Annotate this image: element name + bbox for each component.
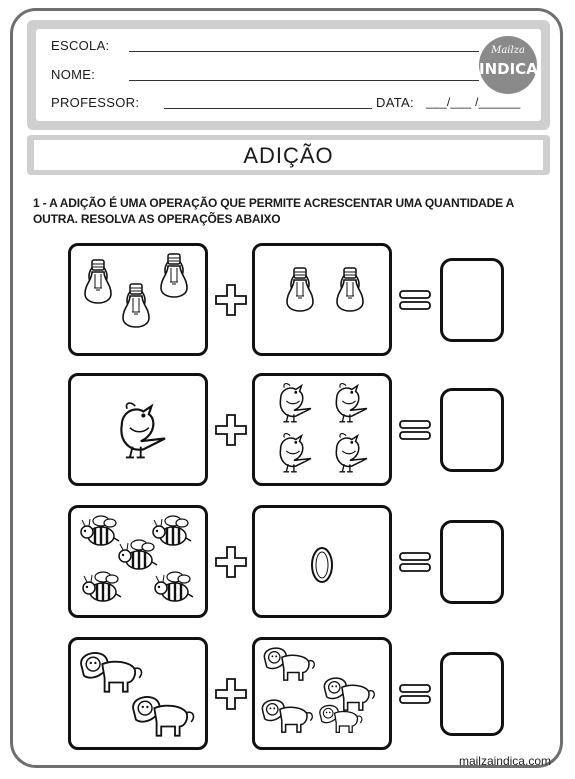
header-form xyxy=(36,29,541,121)
lamp-bulb-icon xyxy=(85,260,111,303)
lion-icon xyxy=(133,697,193,736)
lamp-bulb-icon xyxy=(337,268,363,311)
lamp-bulb-icon xyxy=(123,284,149,327)
lion-group-left xyxy=(71,640,205,747)
footer-website: mailzaindica.com xyxy=(458,754,551,768)
lamp-bulb-icon xyxy=(161,254,187,297)
professor-field[interactable] xyxy=(164,108,372,109)
escola-field[interactable] xyxy=(129,51,479,52)
page-title: ADIÇÃO xyxy=(243,143,334,168)
right-box-3 xyxy=(252,505,392,618)
equals-sign-1 xyxy=(398,283,432,317)
answer-box-4[interactable] xyxy=(440,652,504,736)
bee-icon xyxy=(155,572,193,601)
bird-icon xyxy=(280,434,311,472)
data-field[interactable]: ___/___ /______ xyxy=(426,95,521,109)
bird-group-right xyxy=(255,376,389,483)
bird-icon xyxy=(280,384,311,422)
plus-sign-4 xyxy=(214,677,248,711)
equals-sign-4 xyxy=(398,677,432,711)
bee-icon xyxy=(83,572,121,601)
bird-icon xyxy=(336,434,367,472)
zero-symbol xyxy=(255,508,389,615)
equals-sign-2 xyxy=(398,413,432,447)
professor-label: PROFESSOR: xyxy=(51,95,140,110)
instruction-text: 1 - A ADIÇÃO É UMA OPERAÇÃO QUE PERMITE ACRESCENTAR UMA QUANTIDADE A OUTRA. RESOLVA AS OPERAÇÕES ABAIXO xyxy=(33,196,514,226)
equals-sign-3 xyxy=(398,545,432,579)
answer-box-3[interactable] xyxy=(440,520,504,604)
bee-icon xyxy=(81,516,119,545)
nome-field[interactable] xyxy=(129,80,479,81)
lion-icon xyxy=(320,705,362,732)
lamp-bulb-group-left xyxy=(71,246,205,353)
bird-group-left xyxy=(71,376,205,483)
logo-text-bottom: INDICA xyxy=(479,60,538,78)
lamp-bulb-group-right xyxy=(255,246,389,353)
plus-sign-3 xyxy=(214,545,248,579)
plus-sign-2 xyxy=(214,413,248,447)
data-label: DATA: xyxy=(376,95,414,110)
lamp-bulb-icon xyxy=(287,268,313,311)
mailza-indica-logo xyxy=(479,36,537,94)
left-box-2 xyxy=(68,373,208,486)
right-box-1 xyxy=(252,243,392,356)
plus-sign-1 xyxy=(214,283,248,317)
lion-icon xyxy=(262,700,312,732)
header-panel xyxy=(27,20,550,130)
bee-icon xyxy=(119,540,157,569)
lion-group-right xyxy=(255,640,389,747)
answer-box-2[interactable] xyxy=(440,388,504,472)
title-bar xyxy=(27,135,550,175)
left-box-3 xyxy=(68,505,208,618)
bird-icon xyxy=(121,403,165,457)
lion-icon xyxy=(81,653,141,692)
left-box-1 xyxy=(68,243,208,356)
escola-label: ESCOLA: xyxy=(51,38,110,53)
left-box-4 xyxy=(68,637,208,750)
lion-icon xyxy=(264,648,314,680)
bee-icon xyxy=(153,516,191,545)
answer-box-1[interactable] xyxy=(440,258,504,342)
right-box-4 xyxy=(252,637,392,750)
logo-text-top: Mailza xyxy=(491,45,525,56)
title-bar-inner xyxy=(34,140,543,170)
nome-label: NOME: xyxy=(51,67,96,82)
right-box-2 xyxy=(252,373,392,486)
bird-icon xyxy=(336,384,367,422)
bee-group-left xyxy=(71,508,205,615)
